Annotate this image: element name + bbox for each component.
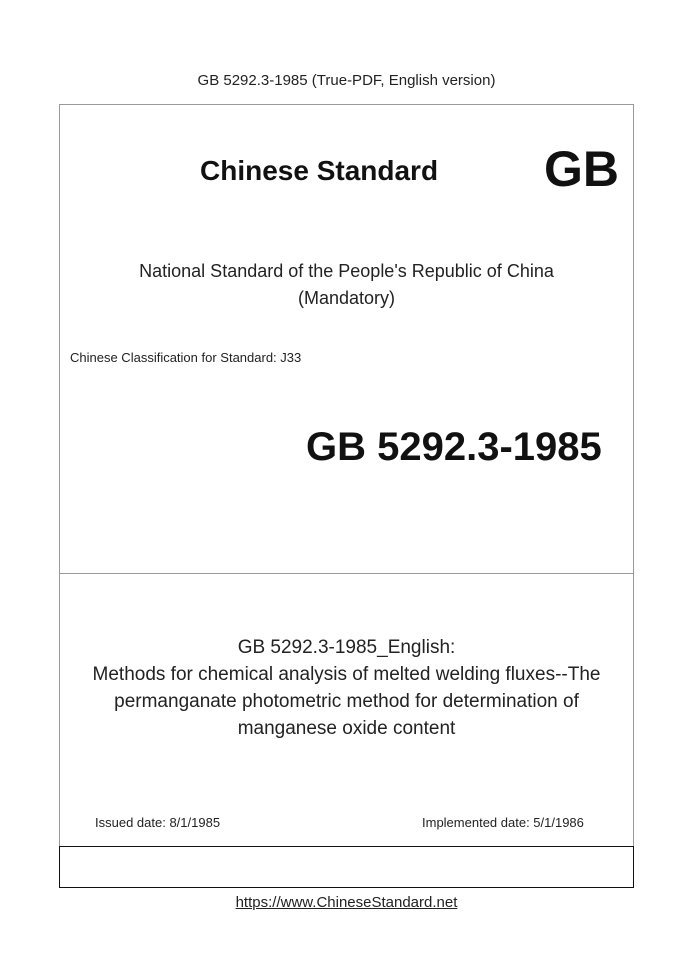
mandatory-label: (Mandatory): [297, 288, 396, 308]
page-header-title: GB 5292.3-1985 (True-PDF, English version): [197, 72, 496, 89]
description-line-2: Methods for chemical analysis of melted welding fluxes--The: [92, 664, 601, 685]
national-standard-block: [60, 258, 633, 312]
description-line-4: manganese oxide content: [237, 718, 456, 739]
cover-heading: Chinese Standard: [200, 155, 439, 186]
issued-date: Issued date: 8/1/1985: [95, 815, 221, 830]
description-line-1: GB 5292.3-1985_English:: [237, 637, 456, 658]
classification-text: Chinese Classification for Standard: J33: [70, 350, 302, 365]
standard-number: GB 5292.3-1985: [306, 425, 602, 469]
description-line-3: permanganate photometric method for determination of: [114, 691, 579, 712]
document-description: [60, 634, 633, 742]
website-link[interactable]: https://www.ChineseStandard.net: [235, 894, 458, 911]
gb-badge: GB: [544, 141, 619, 197]
implemented-date: Implemented date: 5/1/1986: [422, 815, 584, 830]
national-standard-line: National Standard of the People's Republic of China: [139, 261, 554, 281]
cover-bottom-panel: [59, 846, 634, 888]
